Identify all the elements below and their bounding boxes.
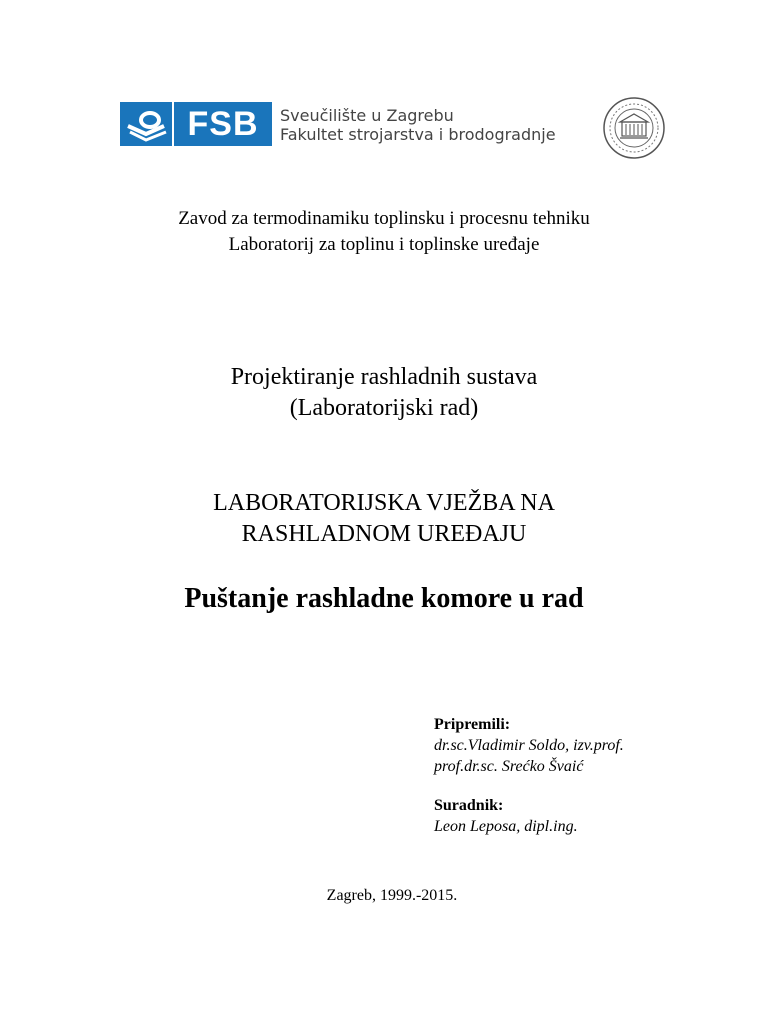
faculty-name: Fakultet strojarstva i brodogradnje <box>280 125 556 144</box>
author-name: dr.sc.Vladimir Soldo, izv.prof. <box>434 737 624 754</box>
exercise-line-2: RASHLADNOM UREĐAJU <box>241 521 527 547</box>
author-name: prof.dr.sc. Srećko Švaić <box>434 758 584 775</box>
fsb-logo-text: FSB <box>174 102 272 146</box>
header <box>120 98 680 158</box>
university-name: Sveučilište u Zagrebu <box>280 106 454 125</box>
associate-label: Suradnik: <box>434 797 504 814</box>
department-block <box>0 206 768 258</box>
prepared-by-label: Pripremili: <box>434 716 511 733</box>
exercise-heading <box>0 488 768 550</box>
credits-block <box>434 714 624 837</box>
fsb-logo <box>120 102 272 146</box>
laboratory-name: Laboratorij za toplinu i toplinske uređaje <box>228 234 540 255</box>
fsb-logo-icon <box>120 102 172 146</box>
institution-name <box>280 106 556 144</box>
course-block <box>0 362 768 424</box>
exercise-line-1: LABORATORIJSKA VJEŽBA NA <box>213 490 555 516</box>
course-type: (Laboratorijski rad) <box>289 395 479 421</box>
associate-name: Leon Leposa, dipl.ing. <box>434 818 578 835</box>
document-title: Puštanje rashladne komore u rad <box>184 583 584 614</box>
university-seal-icon <box>602 96 666 160</box>
place-and-date: Zagreb, 1999.-2015. <box>326 887 458 904</box>
department-name: Zavod za termodinamiku toplinsku i procesnu tehniku <box>178 208 590 229</box>
course-name: Projektiranje rashladnih sustava <box>230 364 538 390</box>
